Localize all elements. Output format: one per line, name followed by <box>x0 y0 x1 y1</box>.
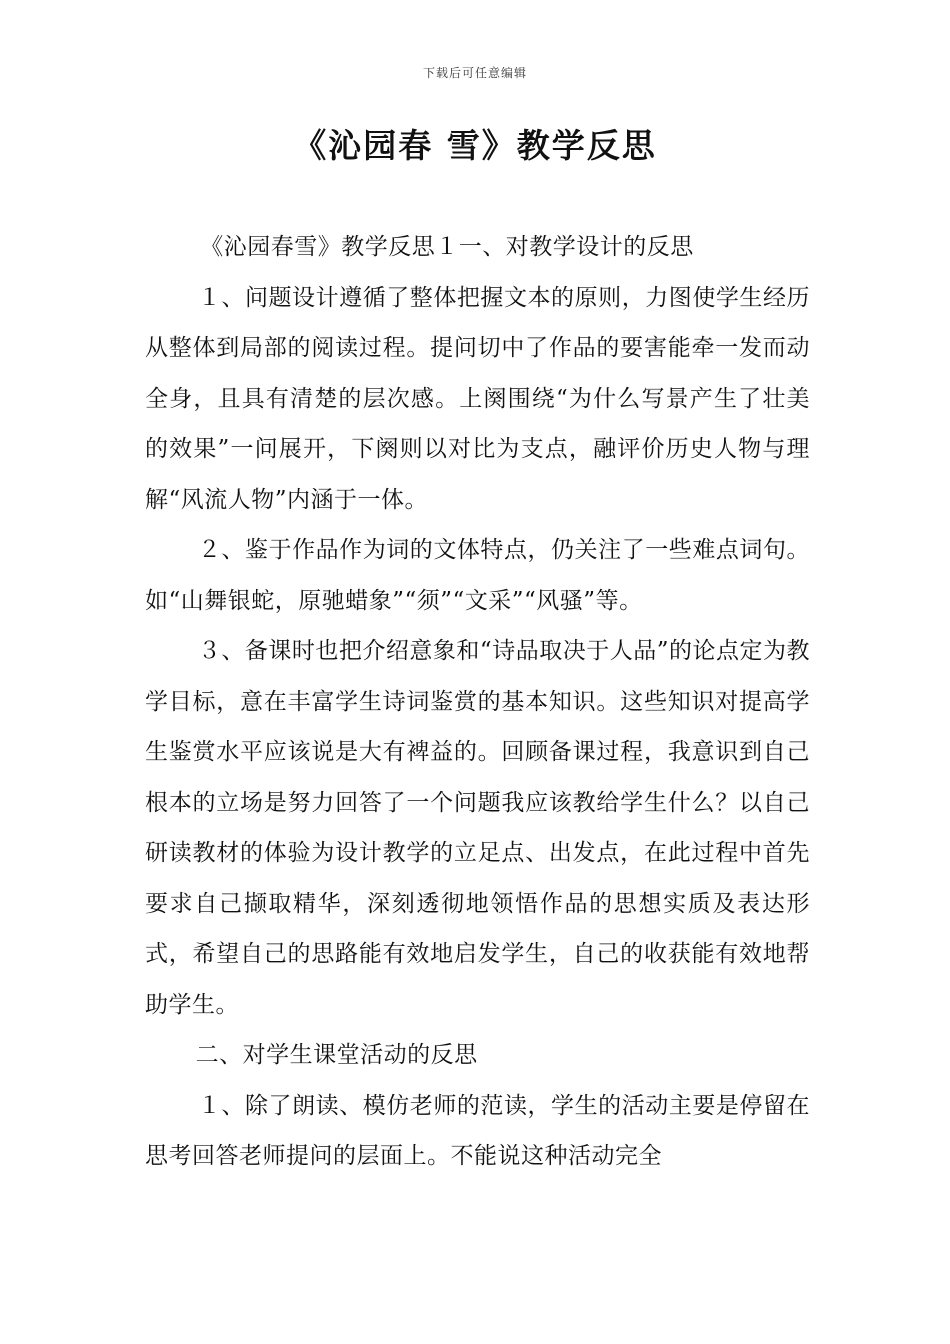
document-title: 《沁园春 雪》教学反思 <box>293 126 657 165</box>
section-heading-2: 二、对学生课堂活动的反思 <box>195 1042 478 1068</box>
paragraph-item-3: ３、备课时也把介绍意象和“诗品取决于人品”的论点定为教学目标，意在丰富学生诗词鉴赏的基本知识。这些知识对提高学生鉴赏水平应该说是大有裨益的。回顾备课过程，我意识到自己根本的立场是努力回答了一个问题我应该教给学生什么？以自己研读教材的体验为设计教学的立足点、出发点，在此过程中首先要求自己撷取精华，深刻透彻地领悟作品的思想实质及表达形式，希望自己的思路能有效地启发学生，自己的收获能有效地帮助学生。 <box>145 638 810 1018</box>
page-header-note: 下载后可任意编辑 <box>422 66 527 80</box>
document-body <box>145 222 810 1182</box>
paragraph-section2-item-1: １、除了朗读、模仿老师的范读，学生的活动主要是停留在思考回答老师提问的层面上。不能说这种活动完全 <box>145 1092 810 1169</box>
paragraph-item-2: ２、鉴于作品作为词的文体特点，仍关注了一些难点词句。如“山舞银蛇，原驰蜡象”“须”“文采”“风骚”等。 <box>145 537 810 614</box>
paragraph-item-1: １、问题设计遵循了整体把握文本的原则，力图使学生经历从整体到局部的阅读过程。提问切中了作品的要害能牵一发而动全身，且具有清楚的层次感。上阕围绕“为什么写景产生了壮美的效果”一问展开，下阕则以对比为支点，融评价历史人物与理解“风流人物”内涵于一体。 <box>145 284 810 513</box>
paragraph-intro: 《沁园春雪》教学反思１一、对教学设计的反思 <box>200 234 694 260</box>
